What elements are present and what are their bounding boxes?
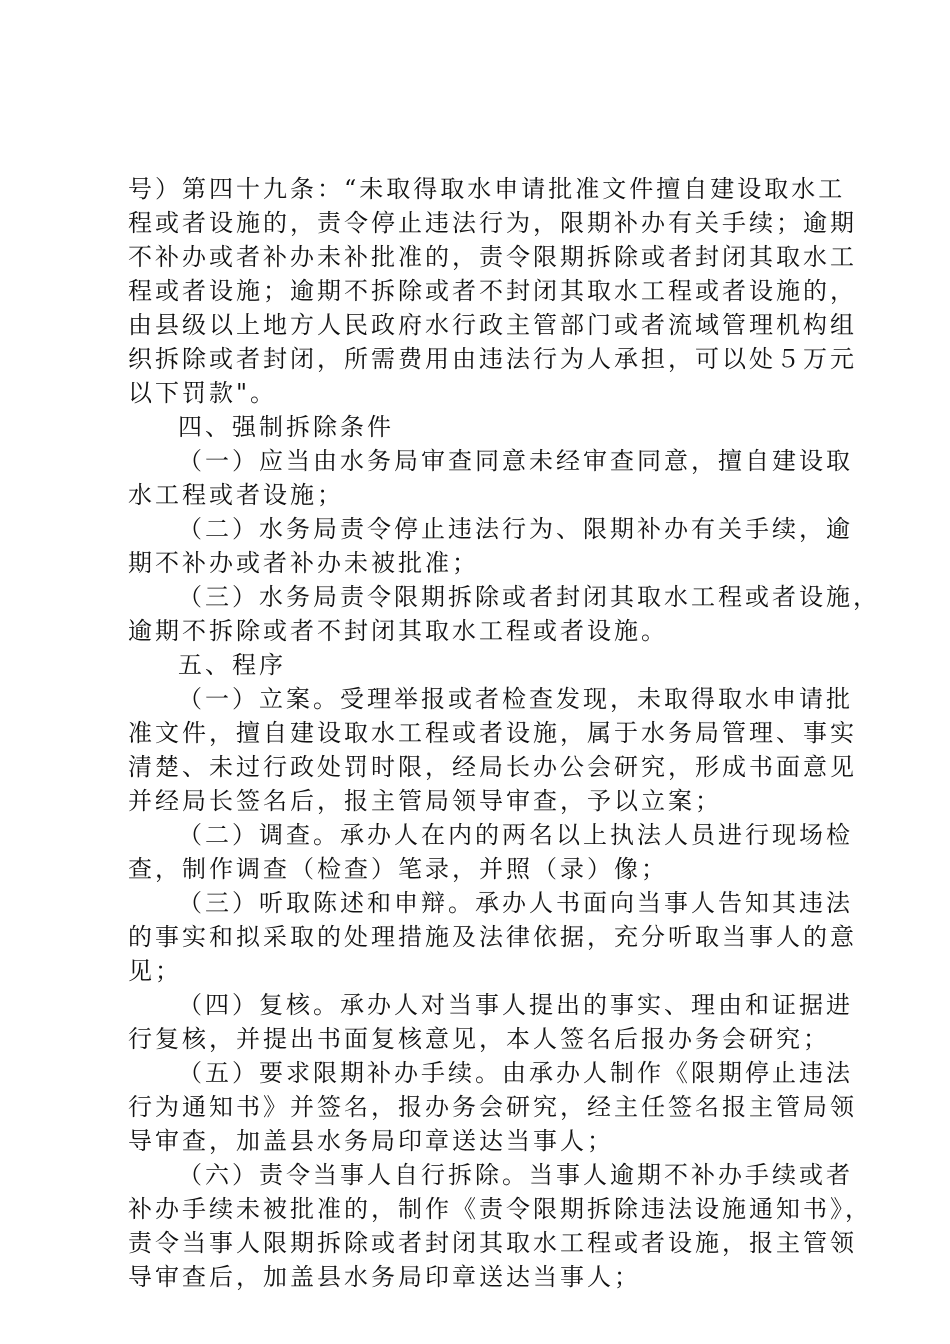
paragraph-first-line: （二）调查。承办人在内的两名以上执法人员进行现场检	[178, 821, 853, 849]
paragraph-line: 责令当事人限期拆除或者封闭其取水工程或者设施，报主管领	[128, 1229, 857, 1257]
paragraph-first-line: （一）立案。受理举报或者检查发现，未取得取水申请批	[178, 685, 853, 713]
paragraph-first-line: （二）水务局责令停止违法行为、限期补办有关手续，逾	[178, 515, 853, 543]
paragraph-line: 程或者设施；逾期不拆除或者不封闭其取水工程或者设施的，	[128, 277, 857, 305]
paragraph-line: 水工程或者设施；	[128, 481, 344, 509]
paragraph-line: 号）第四十九条：“未取得取水申请批准文件擅自建设取水工	[128, 175, 846, 203]
paragraph-line: 见；	[128, 957, 182, 985]
paragraph-line: 导审查，加盖县水务局印章送达当事人；	[128, 1127, 614, 1155]
paragraph-line: 准文件，擅自建设取水工程或者设施，属于水务局管理、事实	[128, 719, 857, 747]
document-body	[128, 172, 880, 1294]
paragraph-first-line: （六）责令当事人自行拆除。当事人逾期不补办手续或者	[178, 1161, 853, 1189]
paragraph-first-line: （三）水务局责令限期拆除或者封闭其取水工程或者设施，	[178, 583, 880, 611]
paragraph-line: 行为通知书》并签名，报办务会研究，经主任签名报主管局领	[128, 1093, 857, 1121]
paragraph-line: 不补办或者补办未补批准的，责令限期拆除或者封闭其取水工	[128, 243, 857, 271]
paragraph-first-line: （一）应当由水务局审查同意未经审查同意，擅自建设取	[178, 447, 853, 475]
paragraph-first-line: （五）要求限期补办手续。由承办人制作《限期停止违法	[178, 1059, 853, 1087]
paragraph-line: 由县级以上地方人民政府水行政主管部门或者流域管理机构组	[128, 311, 857, 339]
paragraph-line: 行复核，并提出书面复核意见，本人签名后报办务会研究；	[128, 1025, 830, 1053]
paragraph-line: 的事实和拟采取的处理措施及法律依据，充分听取当事人的意	[128, 923, 857, 951]
paragraph-line: 清楚、未过行政处罚时限，经局长办公会研究，形成书面意见	[128, 753, 857, 781]
paragraph-first-line: 四、强制拆除条件	[178, 413, 394, 441]
paragraph-first-line: （三）听取陈述和申辩。承办人书面向当事人告知其违法	[178, 889, 853, 917]
paragraph-line: 导审查后，加盖县水务局印章送达当事人；	[128, 1263, 641, 1291]
paragraph-line: 期不补办或者补办未被批准；	[128, 549, 479, 577]
paragraph-line: 以下罚款"。	[128, 379, 278, 407]
paragraph-line: 补办手续未被批准的，制作《责令限期拆除违法设施通知书》，	[128, 1195, 872, 1223]
paragraph-line: 程或者设施的，责令停止违法行为，限期补办有关手续；逾期	[128, 209, 857, 237]
paragraph-line: 织拆除或者封闭，所需费用由违法行为人承担，可以处５万元	[128, 345, 857, 373]
paragraph-first-line: 五、程序	[178, 651, 286, 679]
paragraph-line: 查，制作调查（检查）笔录，并照（录）像；	[128, 855, 668, 883]
paragraph-line: 并经局长签名后，报主管局领导审查，予以立案；	[128, 787, 722, 815]
paragraph-first-line: （四）复核。承办人对当事人提出的事实、理由和证据进	[178, 991, 853, 1019]
paragraph-line: 逾期不拆除或者不封闭其取水工程或者设施。	[128, 617, 668, 645]
